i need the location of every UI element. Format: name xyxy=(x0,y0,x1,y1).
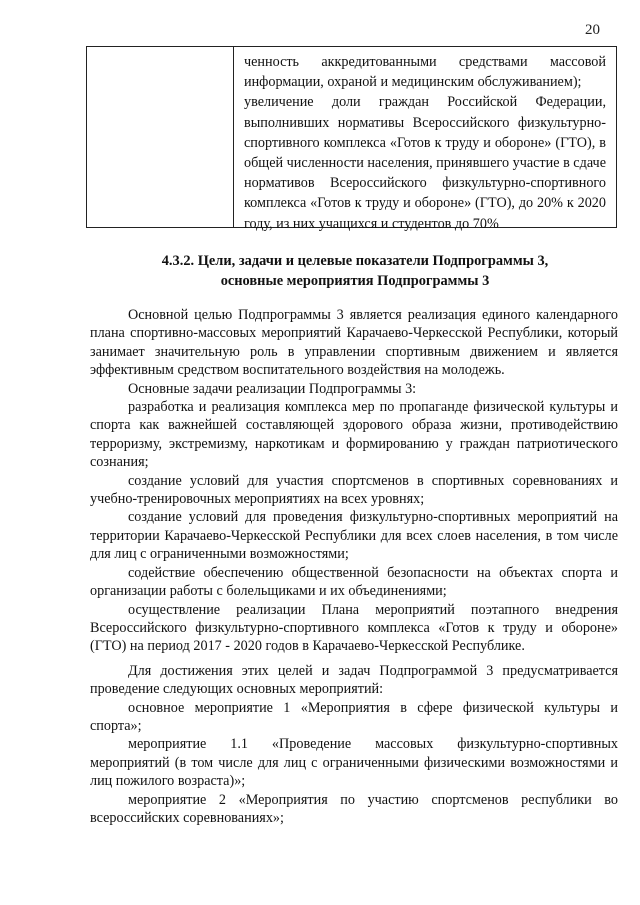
paragraph: создание условий для участия спортсменов в спортивных соревнованиях и учебно-тренировочных мероприятиях на всех уровнях; xyxy=(90,472,618,508)
paragraph: разработка и реализация комплекса мер по пропаганде физической культуры и спорта как важнейшей составляющей здорового образа жизни, противодействию терроризму, экстремизму, наркотикам и формированию у граждан патриотического сознания; xyxy=(90,399,618,471)
section-heading-line: 4.3.2. Цели, задачи и целевые показатели Подпрограммы 3, xyxy=(161,253,549,269)
paragraph: содействие обеспечению общественной безопасности на объектах спорта и организации работы с болельщиками и их объединениями; xyxy=(90,564,618,600)
paragraph: Основные задачи реализации Подпрограммы 3: xyxy=(128,380,417,397)
paragraph: Основной целью Подпрограммы 3 является реализация единого календарного плана спортивно-массовых мероприятий Карачаево-Черкесской Республики, который занимает значительную роль в управлении спортивным движением и является эффективным средством воспитательного воздействия на молодежь. xyxy=(90,307,618,379)
section-heading xyxy=(90,252,620,291)
paragraph: мероприятие 1.1 «Проведение массовых физкультурно-спортивных мероприятий (в том числе для лиц с ограниченными физическими возможностями и лиц пожилого возраста)»; xyxy=(90,736,618,790)
section-heading-line: основные мероприятия Подпрограммы 3 xyxy=(220,272,490,289)
table-left-cell xyxy=(87,47,234,227)
paragraph: создание условий для проведения физкультурно-спортивных мероприятий на территории Карачаево-Черкесской Республики для всех слоев населения, в том числе для лиц с ограниченными возможностями; xyxy=(90,509,618,563)
table-right-cell xyxy=(234,47,616,232)
continuation-table xyxy=(86,46,617,232)
table-paragraph: ченность аккредитованными средствами массовой информации, охраной и медицинским обслуживанием); xyxy=(244,54,606,91)
table-paragraph: увеличение доли граждан Российской Федерации, выполнивших нормативы Всероссийского физкультурно-спортивного комплекса «Готов к труду и обороне» (ГТО), в общей численности населения, принявшего участие в сдаче нормативов Всероссийского физкультурно-спортивного комплекса «Готов к труду и обороне» (ГТО), до 20% к 2020 году, из них учащихся и студентов до 70% xyxy=(244,94,606,232)
page-number: 20 xyxy=(585,22,600,38)
paragraph: Для достижения этих целей и задач Подпрограммой 3 предусматривается проведение следующих основных мероприятий: xyxy=(90,662,618,698)
paragraph: мероприятие 2 «Мероприятия по участию спортсменов республики во всероссийских соревнованиях»; xyxy=(90,791,618,826)
paragraph: основное мероприятие 1 «Мероприятия в сфере физической культуры и спорта»; xyxy=(90,699,618,734)
paragraph: осуществление реализации Плана мероприятий поэтапного внедрения Всероссийского физкультурно-спортивного комплекса «Готов к труду и обороне» (ГТО) на период 2017 - 2020 годов в Карачаево-Черкесской Республике. xyxy=(90,601,618,655)
body-text xyxy=(90,306,618,827)
